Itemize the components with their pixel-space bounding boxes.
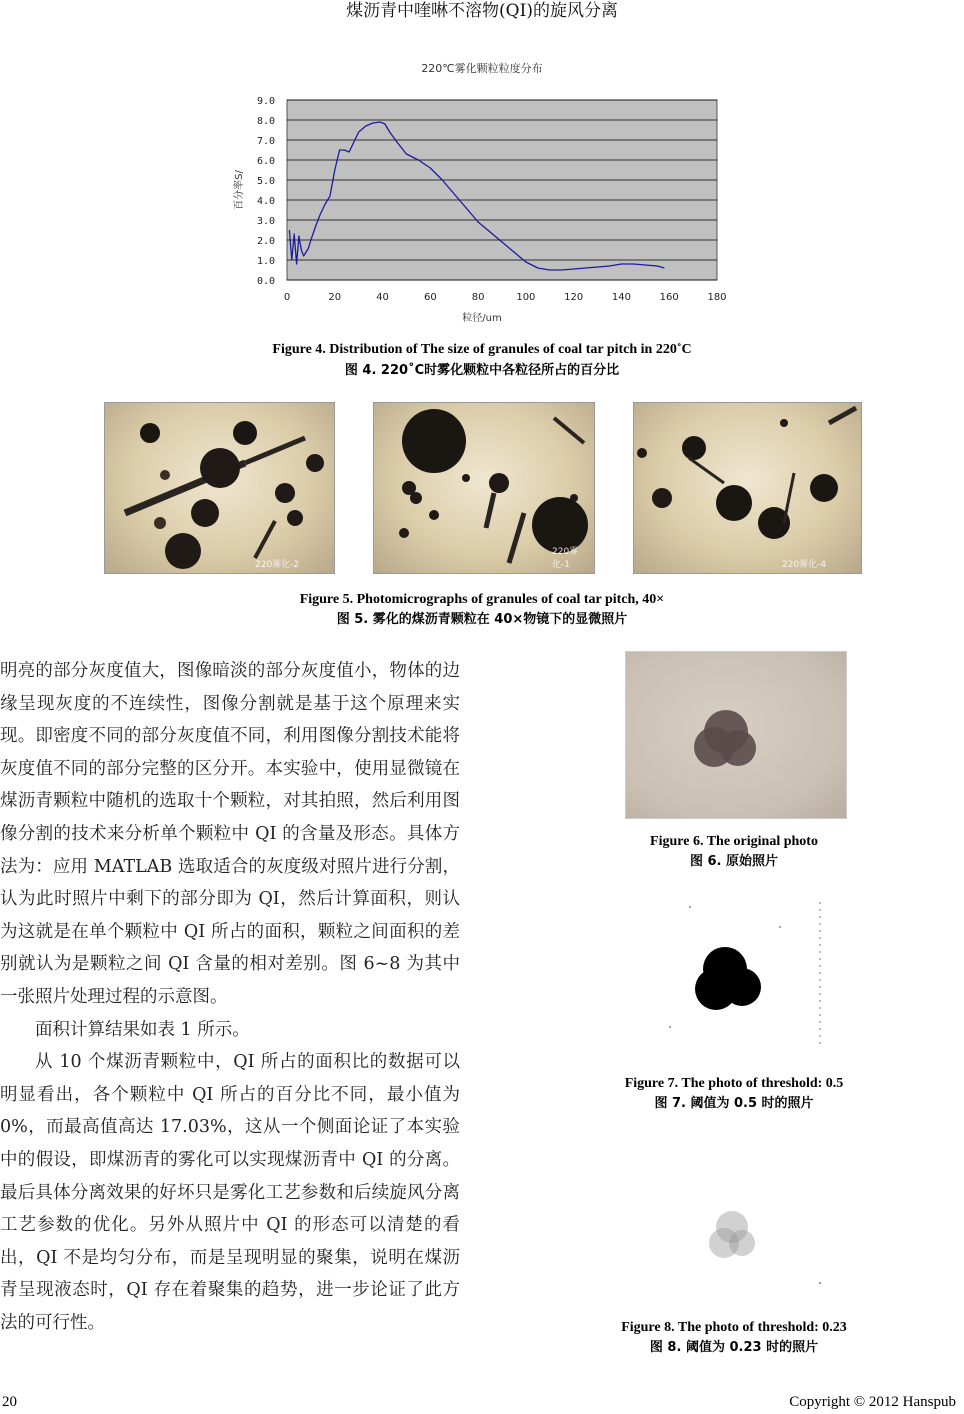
body-text [0, 655, 460, 1339]
figure-5-caption-cn: 图 5. 雾化的煤沥青颗粒在 40×物镜下的显微照片 [336, 612, 628, 627]
figure-8-caption-cn: 图 8. 阈值为 0.23 时的照片 [649, 1340, 819, 1355]
figure-4-caption-en: Figure 4. Distribution of The size of granules of coal tar pitch in 220˚C [272, 342, 692, 357]
y-tick-label: 1.0 [256, 256, 275, 267]
x-tick-label: 60 [423, 292, 437, 303]
running-title: 煤沥青中喹啉不溶物(QI)的旋风分离 [346, 1, 618, 21]
threshold-0.5-photo [650, 897, 825, 1047]
x-tick-label: 100 [516, 292, 536, 303]
original-particle-image [626, 652, 846, 818]
chart-svg [220, 55, 740, 330]
x-tick-label: 160 [659, 292, 679, 303]
figure-6-caption-cn: 图 6. 原始照片 [689, 854, 779, 869]
copyright: Copyright © 2012 Hanspub [789, 1394, 956, 1410]
y-tick-label: 8.0 [256, 116, 275, 127]
threshold-0.5-image [650, 897, 825, 1047]
chart-title: 220℃雾化颗粒粒度分布 [421, 62, 543, 75]
y-tick-label: 7.0 [256, 136, 275, 147]
paragraph-3: 从 10 个煤沥青颗粒中，QI 所占的面积比的数据可以明显看出，各个颗粒中 QI 所占的百分比不同，最小值为 0%，而最高值高达 17.03%，这从一个侧面论证了本实验中的假设，即煤沥青的雾化可以实现煤沥青中 QI 的分离。最后具体分离效果的好坏只是雾化工艺参数和后续旋风分离工艺参数的优化。另外从照片中 QI 的形态可以清楚的看出，QI 不是均匀分布，而是呈现明显的聚集，说明在煤沥青呈现液态时，QI 存在着聚集的趋势，进一步论证了此方法的可行性。 [0, 1052, 460, 1333]
y-tick-label: 4.0 [256, 196, 275, 207]
y-tick-label: 5.0 [256, 176, 275, 187]
original-photo [625, 651, 847, 819]
photomicrograph-2 [373, 402, 595, 574]
figure-8-caption-en: Figure 8. The photo of threshold: 0.23 [621, 1320, 847, 1335]
page-number: 20 [2, 1394, 17, 1410]
paragraph-2: 面积计算结果如表 1 所示。 [35, 1019, 250, 1040]
plot-area [287, 100, 717, 280]
x-tick-label: 140 [611, 292, 631, 303]
particles-image-3 [634, 403, 861, 573]
x-tick-label: 180 [707, 292, 727, 303]
photomicrograph-3 [633, 402, 862, 574]
y-tick-label: 6.0 [256, 156, 275, 167]
size-distribution-chart [220, 55, 740, 330]
photo-label-1: 220雾化-2 [255, 560, 300, 570]
paragraph-1: 明亮的部分灰度值大，图像暗淡的部分灰度值小，物体的边缘呈现灰度的不连续性，图像分割就是基于这个原理来实现。即密度不同的部分灰度值不同，利用图像分割技术能将灰度值不同的部分完整的区分开。本实验中，使用显微镜在煤沥青颗粒中随机的选取十个颗粒，对其拍照，然后利用图像分割的技术来分析单个颗粒中 QI 的含量及形态。具体方法为：应用 MATLAB 选取适合的灰度级对照片进行分割，认为此时照片中剩下的部分即为 QI，然后计算面积，则认为这就是在单个颗粒中 QI 所占的面积，颗粒之间面积的差别就认为是颗粒之间 QI 含量的相对差别。图 6~8 为其中一张照片处理过程的示意图。 [0, 661, 460, 1007]
y-tick-label: 3.0 [256, 216, 275, 227]
figure-5-caption-en: Figure 5. Photomicrographs of granules of coal tar pitch, 40× [299, 592, 665, 607]
x-tick-label: 80 [471, 292, 485, 303]
figure-6-caption-en: Figure 6. The original photo [650, 834, 818, 849]
x-axis-label: 粒径/um [462, 313, 502, 324]
particles-image-1 [105, 403, 334, 573]
x-tick-label: 40 [376, 292, 389, 303]
threshold-0.23-photo [690, 1195, 830, 1290]
threshold-0.23-image [690, 1195, 830, 1290]
y-tick-label: 9.0 [256, 96, 275, 107]
x-tick-label: 20 [328, 292, 342, 303]
figure-7-caption-cn: 图 7. 阈值为 0.5 时的照片 [654, 1096, 814, 1111]
x-tick-label: 0 [283, 292, 291, 303]
y-axis-label: 百分率S/ [234, 170, 245, 210]
photo-label-2: 220雾化-1 [552, 547, 579, 570]
photomicrograph-1 [104, 402, 335, 574]
photo-label-3: 220雾化-4 [782, 560, 827, 570]
x-tick-label: 120 [564, 292, 584, 303]
y-tick-label: 2.0 [256, 236, 275, 247]
y-tick-label: 0.0 [256, 276, 275, 287]
figure-7-caption-en: Figure 7. The photo of threshold: 0.5 [624, 1076, 844, 1091]
figure-4-caption-cn: 图 4. 220˚C时雾化颗粒中各粒径所占的百分比 [344, 363, 620, 378]
